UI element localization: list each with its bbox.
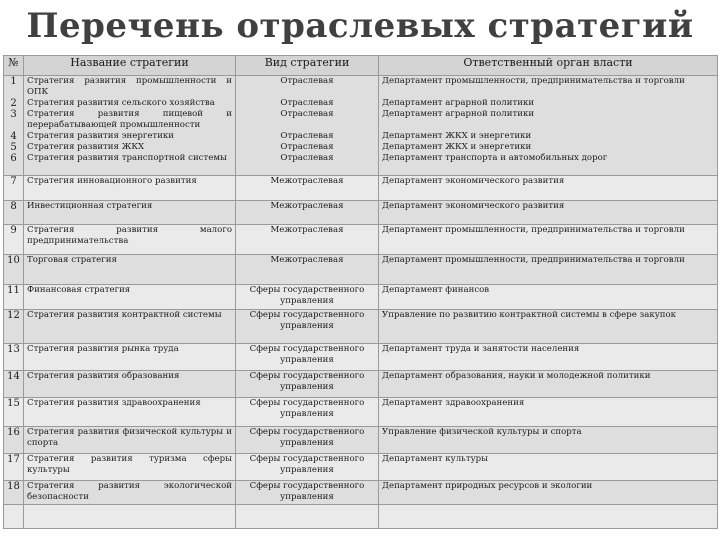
strategy-type: Отраслевая — [280, 131, 334, 141]
table-row — [4, 505, 718, 529]
row-number: 8 — [4, 201, 24, 225]
strategy-name: Стратегия развития физической культуры и спорта — [24, 427, 236, 454]
strategy-name: Стратегия развития ЖКХ — [27, 142, 145, 152]
table-row — [4, 76, 718, 176]
table-row — [4, 176, 718, 201]
row-number: 16 — [4, 427, 24, 454]
row-number: 15 — [4, 398, 24, 427]
row-number: 6 — [10, 153, 17, 164]
row-number: 4 — [10, 131, 17, 142]
strategy-name: Стратегия развития промышленности и ОПК — [27, 76, 232, 97]
row-number: 13 — [4, 344, 24, 371]
responsible-org: Департамент природных ресурсов и экологии — [379, 481, 718, 505]
strategy-type: Межотраслевая — [236, 176, 379, 201]
table-row — [4, 454, 718, 481]
strategy-type: Сферы государственного управления — [236, 285, 379, 310]
strategy-type: Отраслевая — [280, 153, 334, 163]
strategy-name: Стратегия развития малого предпринимательства — [24, 225, 236, 255]
row-number: 14 — [4, 371, 24, 398]
table-row — [4, 398, 718, 427]
row-number: 11 — [4, 285, 24, 310]
row-number: 1 — [10, 76, 17, 87]
row-number-group — [4, 76, 24, 176]
row-number: 5 — [10, 142, 17, 153]
strategy-name: Стратегия инновационного развития — [24, 176, 236, 201]
strategy-type: Отраслевая — [280, 109, 334, 119]
responsible-org: Департамент экономического развития — [379, 201, 718, 225]
row-number: 9 — [4, 225, 24, 255]
header-org: Ответственный орган власти — [379, 56, 718, 76]
responsible-org-group — [379, 76, 718, 176]
strategy-type: Сферы государственного управления — [236, 344, 379, 371]
responsible-org: Управление физической культуры и спорта — [379, 427, 718, 454]
row-number: 12 — [4, 310, 24, 344]
responsible-org: Департамент ЖКХ и энергетики — [382, 142, 532, 152]
table-row — [4, 481, 718, 505]
strategy-type: Межотраслевая — [236, 201, 379, 225]
table-row — [4, 255, 718, 285]
row-number: 10 — [4, 255, 24, 285]
responsible-org: Управление по развитию контрактной системы в сфере закупок — [379, 310, 718, 344]
strategy-type: Отраслевая — [280, 76, 334, 86]
row-number: 2 — [10, 98, 17, 109]
row-number — [4, 505, 24, 529]
strategy-name: Стратегия развития здравоохранения — [24, 398, 236, 427]
strategy-type: Межотраслевая — [236, 225, 379, 255]
responsible-org: Департамент ЖКХ и энергетики — [382, 131, 532, 141]
strategy-type-group — [236, 76, 379, 176]
strategy-type: Сферы государственного управления — [236, 371, 379, 398]
header-type: Вид стратегии — [236, 56, 379, 76]
responsible-org — [379, 505, 718, 529]
strategy-name: Инвестиционная стратегия — [24, 201, 236, 225]
strategy-name: Торговая стратегия — [24, 255, 236, 285]
strategy-name: Стратегия развития рынка труда — [24, 344, 236, 371]
strategy-type: Межотраслевая — [236, 255, 379, 285]
row-number: 17 — [4, 454, 24, 481]
strategy-name: Стратегия развития образования — [24, 371, 236, 398]
table-row — [4, 427, 718, 454]
strategy-type: Отраслевая — [280, 98, 334, 108]
strategy-name: Стратегия развития сельского хозяйства — [27, 98, 215, 108]
responsible-org: Департамент промышленности, предпринимательства и торговли — [379, 225, 718, 255]
responsible-org: Департамент культуры — [379, 454, 718, 481]
header-name: Название стратегии — [24, 56, 236, 76]
row-number: 7 — [4, 176, 24, 201]
strategy-type: Сферы государственного управления — [236, 481, 379, 505]
strategy-name: Стратегия развития контрактной системы — [24, 310, 236, 344]
table-row — [4, 310, 718, 344]
strategy-type — [236, 505, 379, 529]
strategy-name — [24, 505, 236, 529]
table-row — [4, 225, 718, 255]
responsible-org: Департамент здравоохранения — [379, 398, 718, 427]
strategy-type: Сферы государственного управления — [236, 454, 379, 481]
strategy-name: Стратегия развития пищевой и перерабатывающей промышленности — [27, 109, 232, 130]
strategy-type: Сферы государственного управления — [236, 427, 379, 454]
responsible-org: Департамент аграрной политики — [382, 109, 535, 119]
responsible-org: Департамент экономического развития — [379, 176, 718, 201]
strategy-name: Стратегия развития экологической безопасности — [24, 481, 236, 505]
strategies-table — [3, 55, 718, 529]
page-title: Перечень отраслевых стратегий — [26, 6, 694, 46]
strategy-type: Сферы государственного управления — [236, 310, 379, 344]
strategy-name: Стратегия развития туризма сферы культуры — [24, 454, 236, 481]
strategy-type: Отраслевая — [280, 142, 334, 152]
responsible-org: Департамент финансов — [379, 285, 718, 310]
strategy-type: Сферы государственного управления — [236, 398, 379, 427]
table-header-row — [4, 56, 718, 76]
responsible-org: Департамент аграрной политики — [382, 98, 535, 108]
responsible-org: Департамент промышленности, предпринимательства и торговли — [382, 76, 685, 86]
table-row — [4, 371, 718, 398]
header-num: № — [4, 56, 24, 76]
row-number: 3 — [10, 109, 17, 120]
row-number: 18 — [4, 481, 24, 505]
table-row — [4, 285, 718, 310]
responsible-org: Департамент транспорта и автомобильных дорог — [382, 153, 608, 163]
strategy-name: Стратегия развития энергетики — [27, 131, 174, 141]
strategy-name: Стратегия развития транспортной системы — [27, 153, 227, 163]
responsible-org: Департамент промышленности, предпринимательства и торговли — [379, 255, 718, 285]
strategy-name: Финансовая стратегия — [24, 285, 236, 310]
table-row — [4, 201, 718, 225]
responsible-org: Департамент образования, науки и молодежной политики — [379, 371, 718, 398]
strategy-name-group — [24, 76, 236, 176]
table-row — [4, 344, 718, 371]
responsible-org: Департамент труда и занятости населения — [379, 344, 718, 371]
